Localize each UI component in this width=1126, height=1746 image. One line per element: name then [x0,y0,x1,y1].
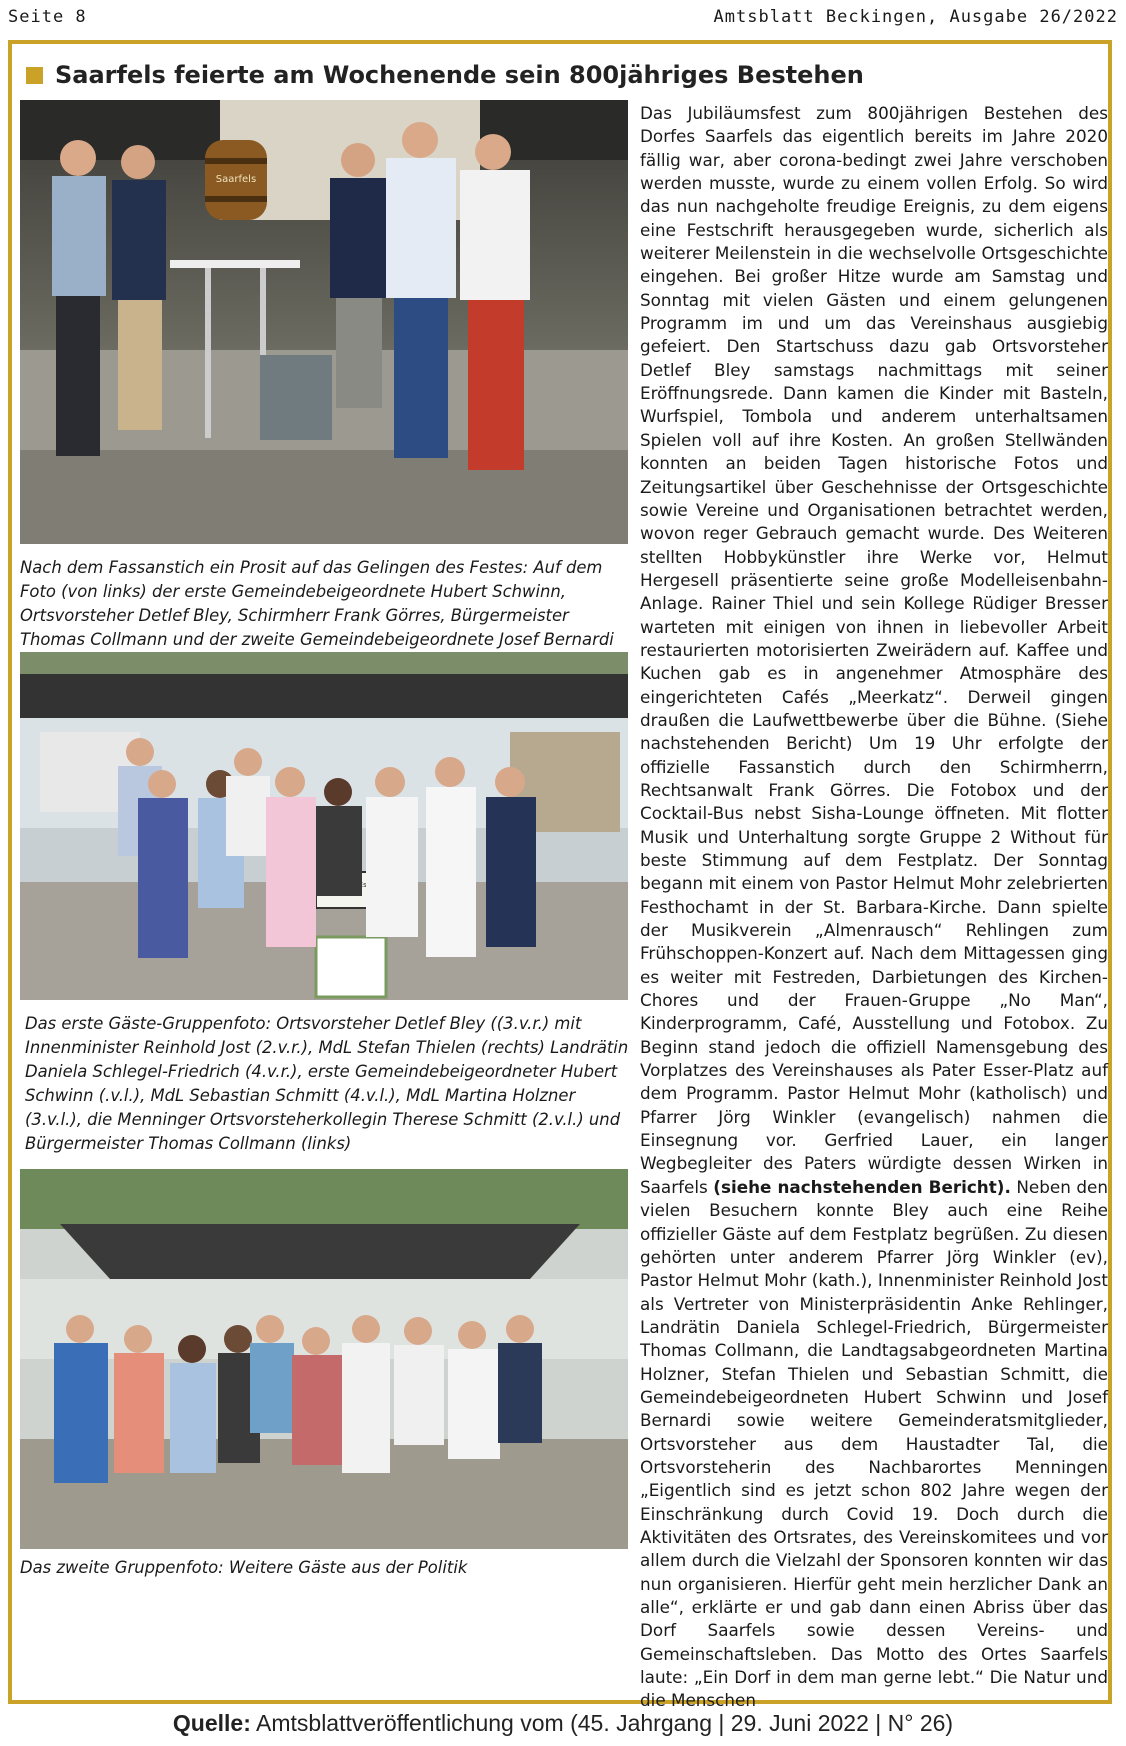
photo-guest-group-1-image [20,652,628,1000]
beer-barrel [205,140,267,220]
photo-guest-group-1 [20,652,628,1000]
source-label: Quelle: [172,1710,251,1736]
caption-photo-3: Das zweite Gruppenfoto: Weitere Gäste aus der Politik [20,1558,468,1577]
article-body [640,102,1108,1713]
source-text: Amtsblattveröffentlichung vom (45. Jahrgang | 29. Juni 2022 | N° 26) [256,1710,954,1736]
barrel-label: Saarfels [215,174,257,185]
photo-guest-group-2 [20,1169,628,1549]
body-text-part-2: Neben den vielen Besuchern konnte Bley auch eine Reihe offizieller Gäste auf dem Festplatz begrüßen. Zu diesen gehörten unter anderem Pfarrer Jörg Winkler (ev), Pastor Helmut Mohr (kath.), Innenminister Reinhold Jost als Vertreter von Ministerpräsidentin Anke Rehlinger, Landrätin Daniela Schlegel-Friedrich, Bürgermeister Thomas Collmann, die Landtagsabgeordneten Martina Holzner, Stefan Thielen und Sebastian Schmitt, die Gemeindebeigeordneten Hubert Schwinn und Josef Bernardi sowie weitere Gemeinderatsmitglieder, Ortsvorsteher aus dem Haustadter Tal, die Ortsvorsteherin des Nachbarortes Menningen „Eigentlich sind es jetzt schon 802 Jahre wegen der Einschränkung durch Covid 19. Doch durch die Aktivitäten des Ortsrates, des Vereinskomitees und vor allem durch die Vielzahl der Sponsoren konnten wir das nun organisieren. Hierfür geht mein herzlicher Dank an alle“, erklärte er und gab dann einen Abriss über das Dorf Saarfels sowie dessen Vereins- und Gemeinschaftsleben. Das Motto des Ortes Saarfels laute: „Ein Dorf in dem man gerne lebt.“ Die Natur und die Menschen [640,1176,1108,1711]
caption-photo-1: Nach dem Fassanstich ein Prosit auf das Gelingen des Festes: Auf dem Foto (von links) der erste Gemeindebeigeordnete Hubert Schwinn, Ortsvorsteher Detlef Bley, Schirmherr Frank Görres, Bürgermeister Thomas Collmann und der zweite Gemeindebeigeordnete Josef Bernardi [20,558,614,649]
page-number: Seite 8 [8,7,87,27]
article-frame [8,40,1112,1711]
body-text-part-1: Das Jubiläumsfest zum 800jährigen Bestehen des Dorfes Saarfels das eigentlich bereits im Jahre 2020 fällig war, aber corona-bedingt zwei Jahre verschoben werden musste, wurde zu einem vollen Erfolg. So wird das nun nachgeholte freudige Ereignis, zu dem eigens eine Festschrift herausgegeben wurde, sicherlich als weiterer Meilenstein in die wechselvolle Ortsgeschichte eingehen. Bei großer Hitze wurde am Samstag und Sonntag mit vielen Gästen und einem gelungenen Programm im und um das Vereinshaus ausgiebig gefeiert. Den Startschuss dazu gab Ortsvorsteher Detlef Bley samstags nachmittags mit seiner Eröffnungsrede. Dann kamen die Kinder mit Basteln, Wurfspiel, Tombola und anderem unterhaltsamen Spielen voll auf ihre Kosten. An großen Stellwänden konnten an beiden Tagen historische Fotos und Zeitungsartikel über Geschehnisse der Ortsgeschichte sowie Vereine und Organisationen betrachtet werden, wovon reger Gebrauch gemacht wurde. Des Weiteren stellten Hobbykünstler ihre Werke vor, Helmut Hergesell präsentierte seine große Modelleisenbahn-Anlage. Rainer Thiel und sein Kollege Rüdiger Bresser warteten mit einigen von ihnen in liebevoller Arbeit restaurierten motorisierten Zweirädern auf. Kaffee und Kuchen gab es in angenehmer Atmosphäre des eingerichteten Cafés „Meerkatz“. Derweil gingen draußen die Laufwettbewerbe über die Bühne. (Siehe nachstehenden Bericht) Um 19 Uhr erfolgte der offizielle Fassanstich durch den Schirmherrn, Rechtsanwalt Frank Görres. Die Fotobox und der Cocktail-Bus nebst Sisha-Lounge öffneten. Mit flotter Musik und Unterhaltung sorgte Gruppe 2 Without für beste Stimmung auf dem Festplatz. Der Sonntag begann mit einem von Pastor Helmut Mohr zelebrierten Festhochamt in der St. Barbara-Kirche. Dann spielte der Musikverein „Almenrausch“ Rehlingen zum Frühschoppen-Konzert auf. Nach dem Mittagessen ging es weiter mit Festreden, Darbietungen des Kirchen-Chores und der Frauen-Gruppe „No Man“, Kinderprogramm, Café, Ausstellung und Fotobox. Zu Beginn stand jedoch die offiziell Namensgebung des Vorplatzes des Vereinshauses als Pater Esser-Platz auf dem Programm. Pastor Helmut Mohr (katholisch) und Pfarrer Jörg Winkler (evangelisch) nahmen die Einsegnung vor. Gerfried Lauer, ein langer Wegbegleiter des Paters würdigte dessen Wirken in Saarfels [640,103,1108,1197]
article-body-paragraph [640,102,1108,1713]
photo-guest-group-2-image [20,1169,628,1549]
caption-photo-2: Das erste Gäste-Gruppenfoto: Ortsvorsteher Detlef Bley ((3.v.r.) mit Innenminister Reinhold Jost (2.v.r.), MdL Stefan Thielen (rechts) Landrätin Daniela Schlegel-Friedrich (4.v.r.), erste Gemeindebeigeordneter Hubert Schwinn (.v.l.), MdL Sebastian Schmitt (4.v.l.), MdL Martina Holzner (3.v.l.), die Menninger Ortsvorsteherkollegin Therese Schmitt (2.v.l.) und Bürgermeister Thomas Collmann (links) [25,1014,629,1153]
photo-barrel-tapping-image [20,100,628,544]
photo-barrel-tapping [20,100,628,544]
body-text-bold-reference: (siehe nachstehenden Bericht). [713,1176,1011,1197]
headline-square-icon [26,67,43,84]
article-headline [26,58,864,92]
publication-title: Amtsblatt Beckingen, Ausgabe 26/2022 [713,7,1118,27]
page-header [0,0,1126,34]
article-title: Saarfels feierte am Wochenende sein 800jähriges Bestehen [55,61,864,89]
source-footer [0,1710,1126,1737]
